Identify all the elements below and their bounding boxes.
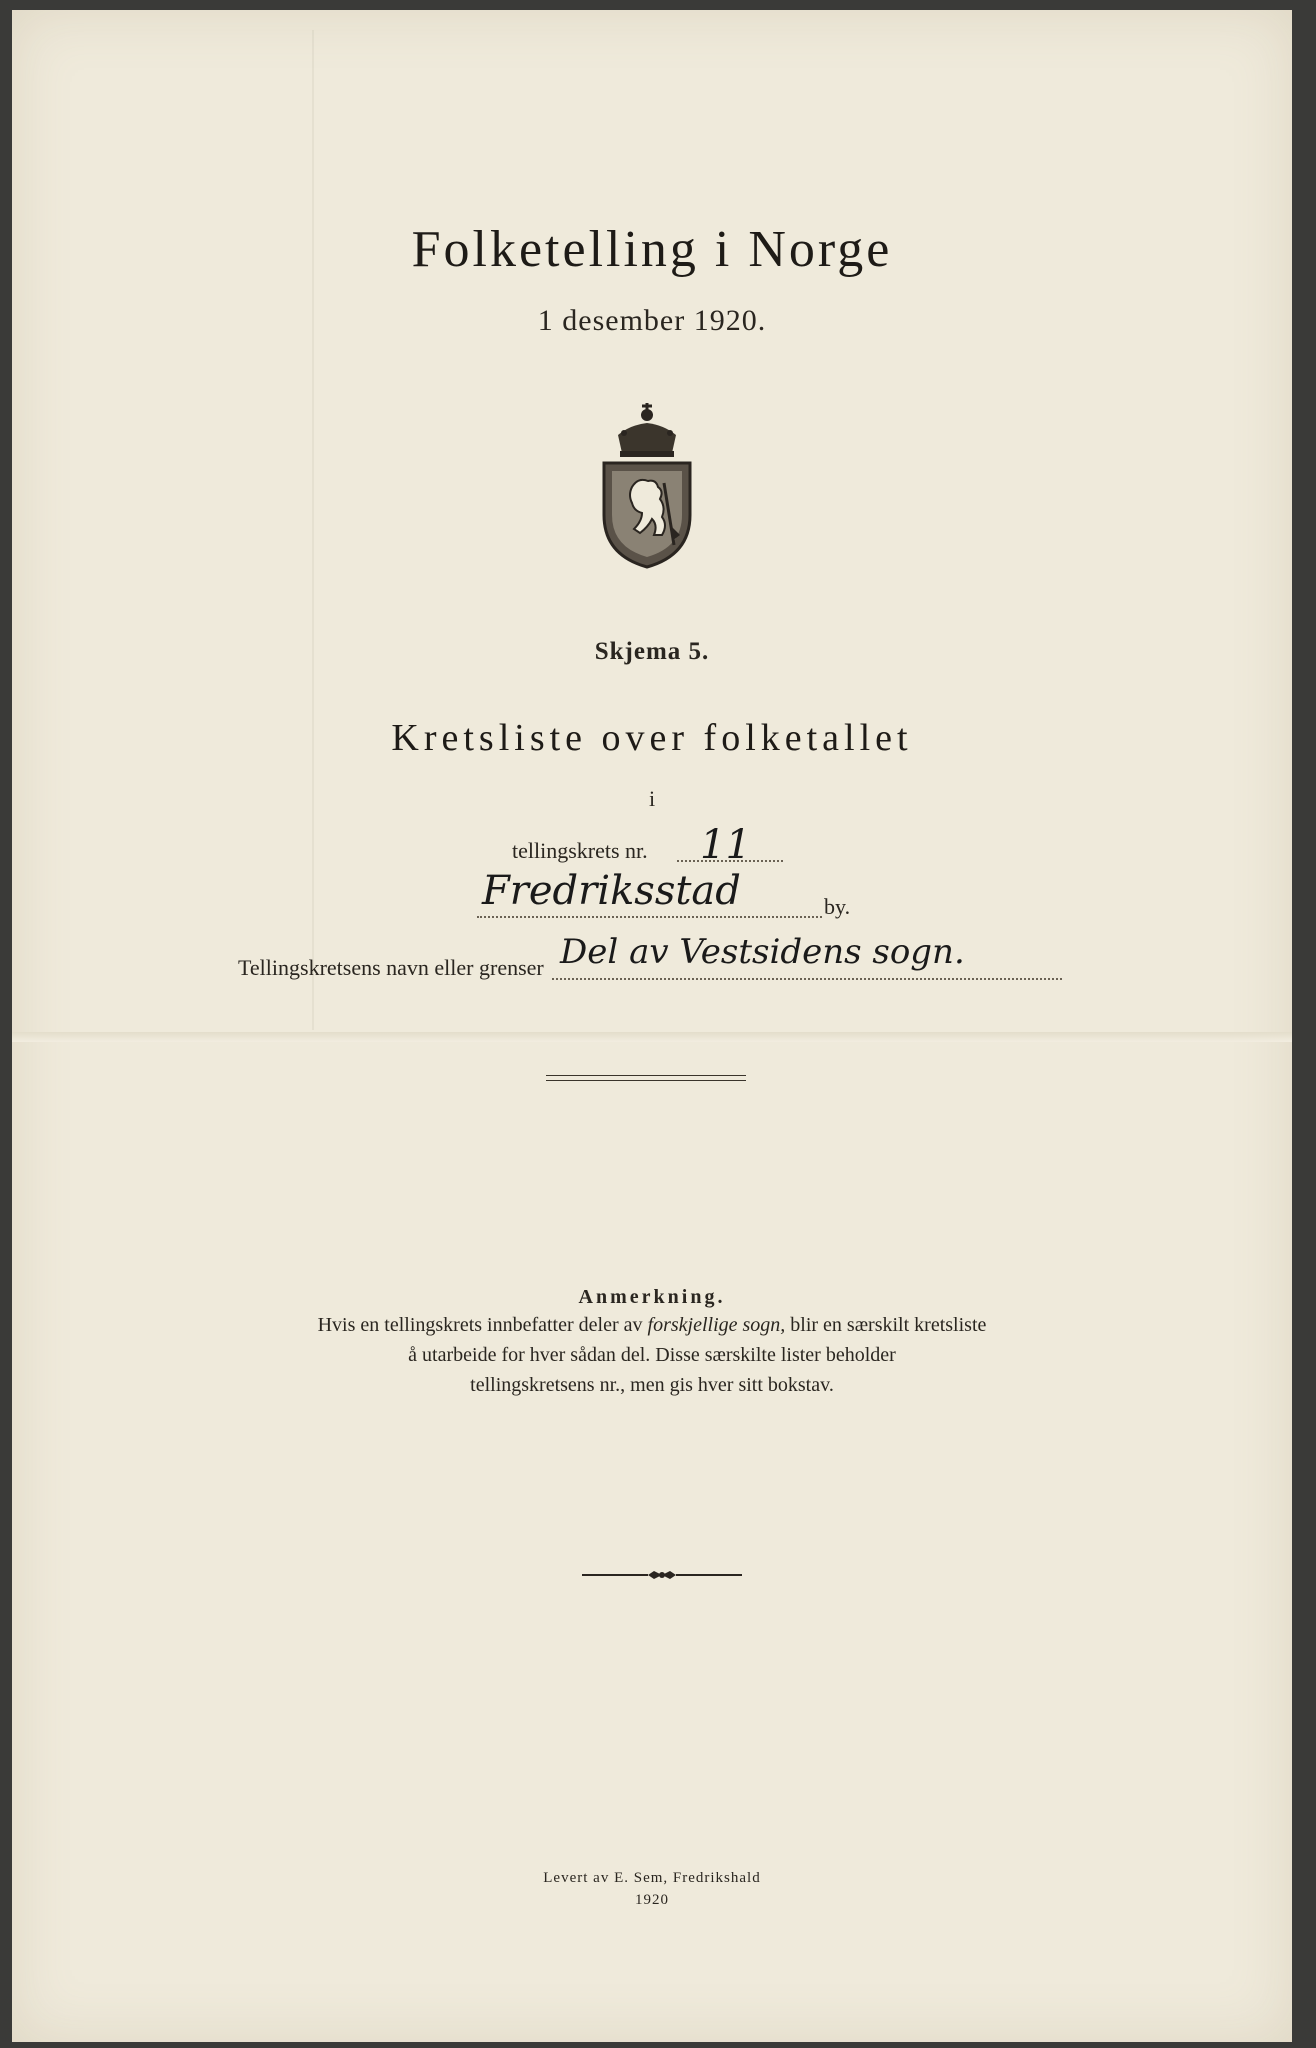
printer-year: 1920 [635,1892,669,1908]
city-value: Fredriksstad [482,868,741,914]
boundaries-value: Del av Vestsidens sogn. [560,932,965,972]
page-title: Folketelling i Norge [411,221,893,278]
note-line-3: tellingskretsens nr., men gis hver sitt bokstav. [470,1374,834,1396]
city-dotted-line [477,916,822,918]
district-value: 11 [700,822,751,868]
ornament-divider-icon [582,1568,742,1582]
note-title: Anmerkning. [578,1286,726,1308]
census-date: 1 desember 1920. [537,304,767,337]
boundaries-dotted-line [552,978,1062,980]
paper-fold [12,1032,1292,1042]
bleed-through-line [312,30,314,1030]
note-line-1: Hvis en tellingskrets innbefatter deler av forskjellige sogn, blir en særskilt kretsliste [317,1314,987,1336]
norwegian-coat-of-arms-icon [592,395,702,575]
census-form-page [12,10,1292,2042]
connector-text: i [648,786,656,811]
note-line-2: å utarbeide for hver sådan del. Disse særskilte lister beholder [408,1344,896,1366]
form-heading: Kretsliste over folketallet [391,717,913,759]
printer-credit: Levert av E. Sem, Fredrikshald [543,1870,761,1886]
schema-number: Skjema 5. [594,638,710,665]
district-label: tellingskrets nr. [512,838,648,863]
boundaries-label: Tellingskretsens navn eller grenser [238,955,544,980]
divider-rule-lower [546,1080,746,1081]
city-suffix: by. [824,894,851,919]
divider-rule [546,1075,746,1076]
